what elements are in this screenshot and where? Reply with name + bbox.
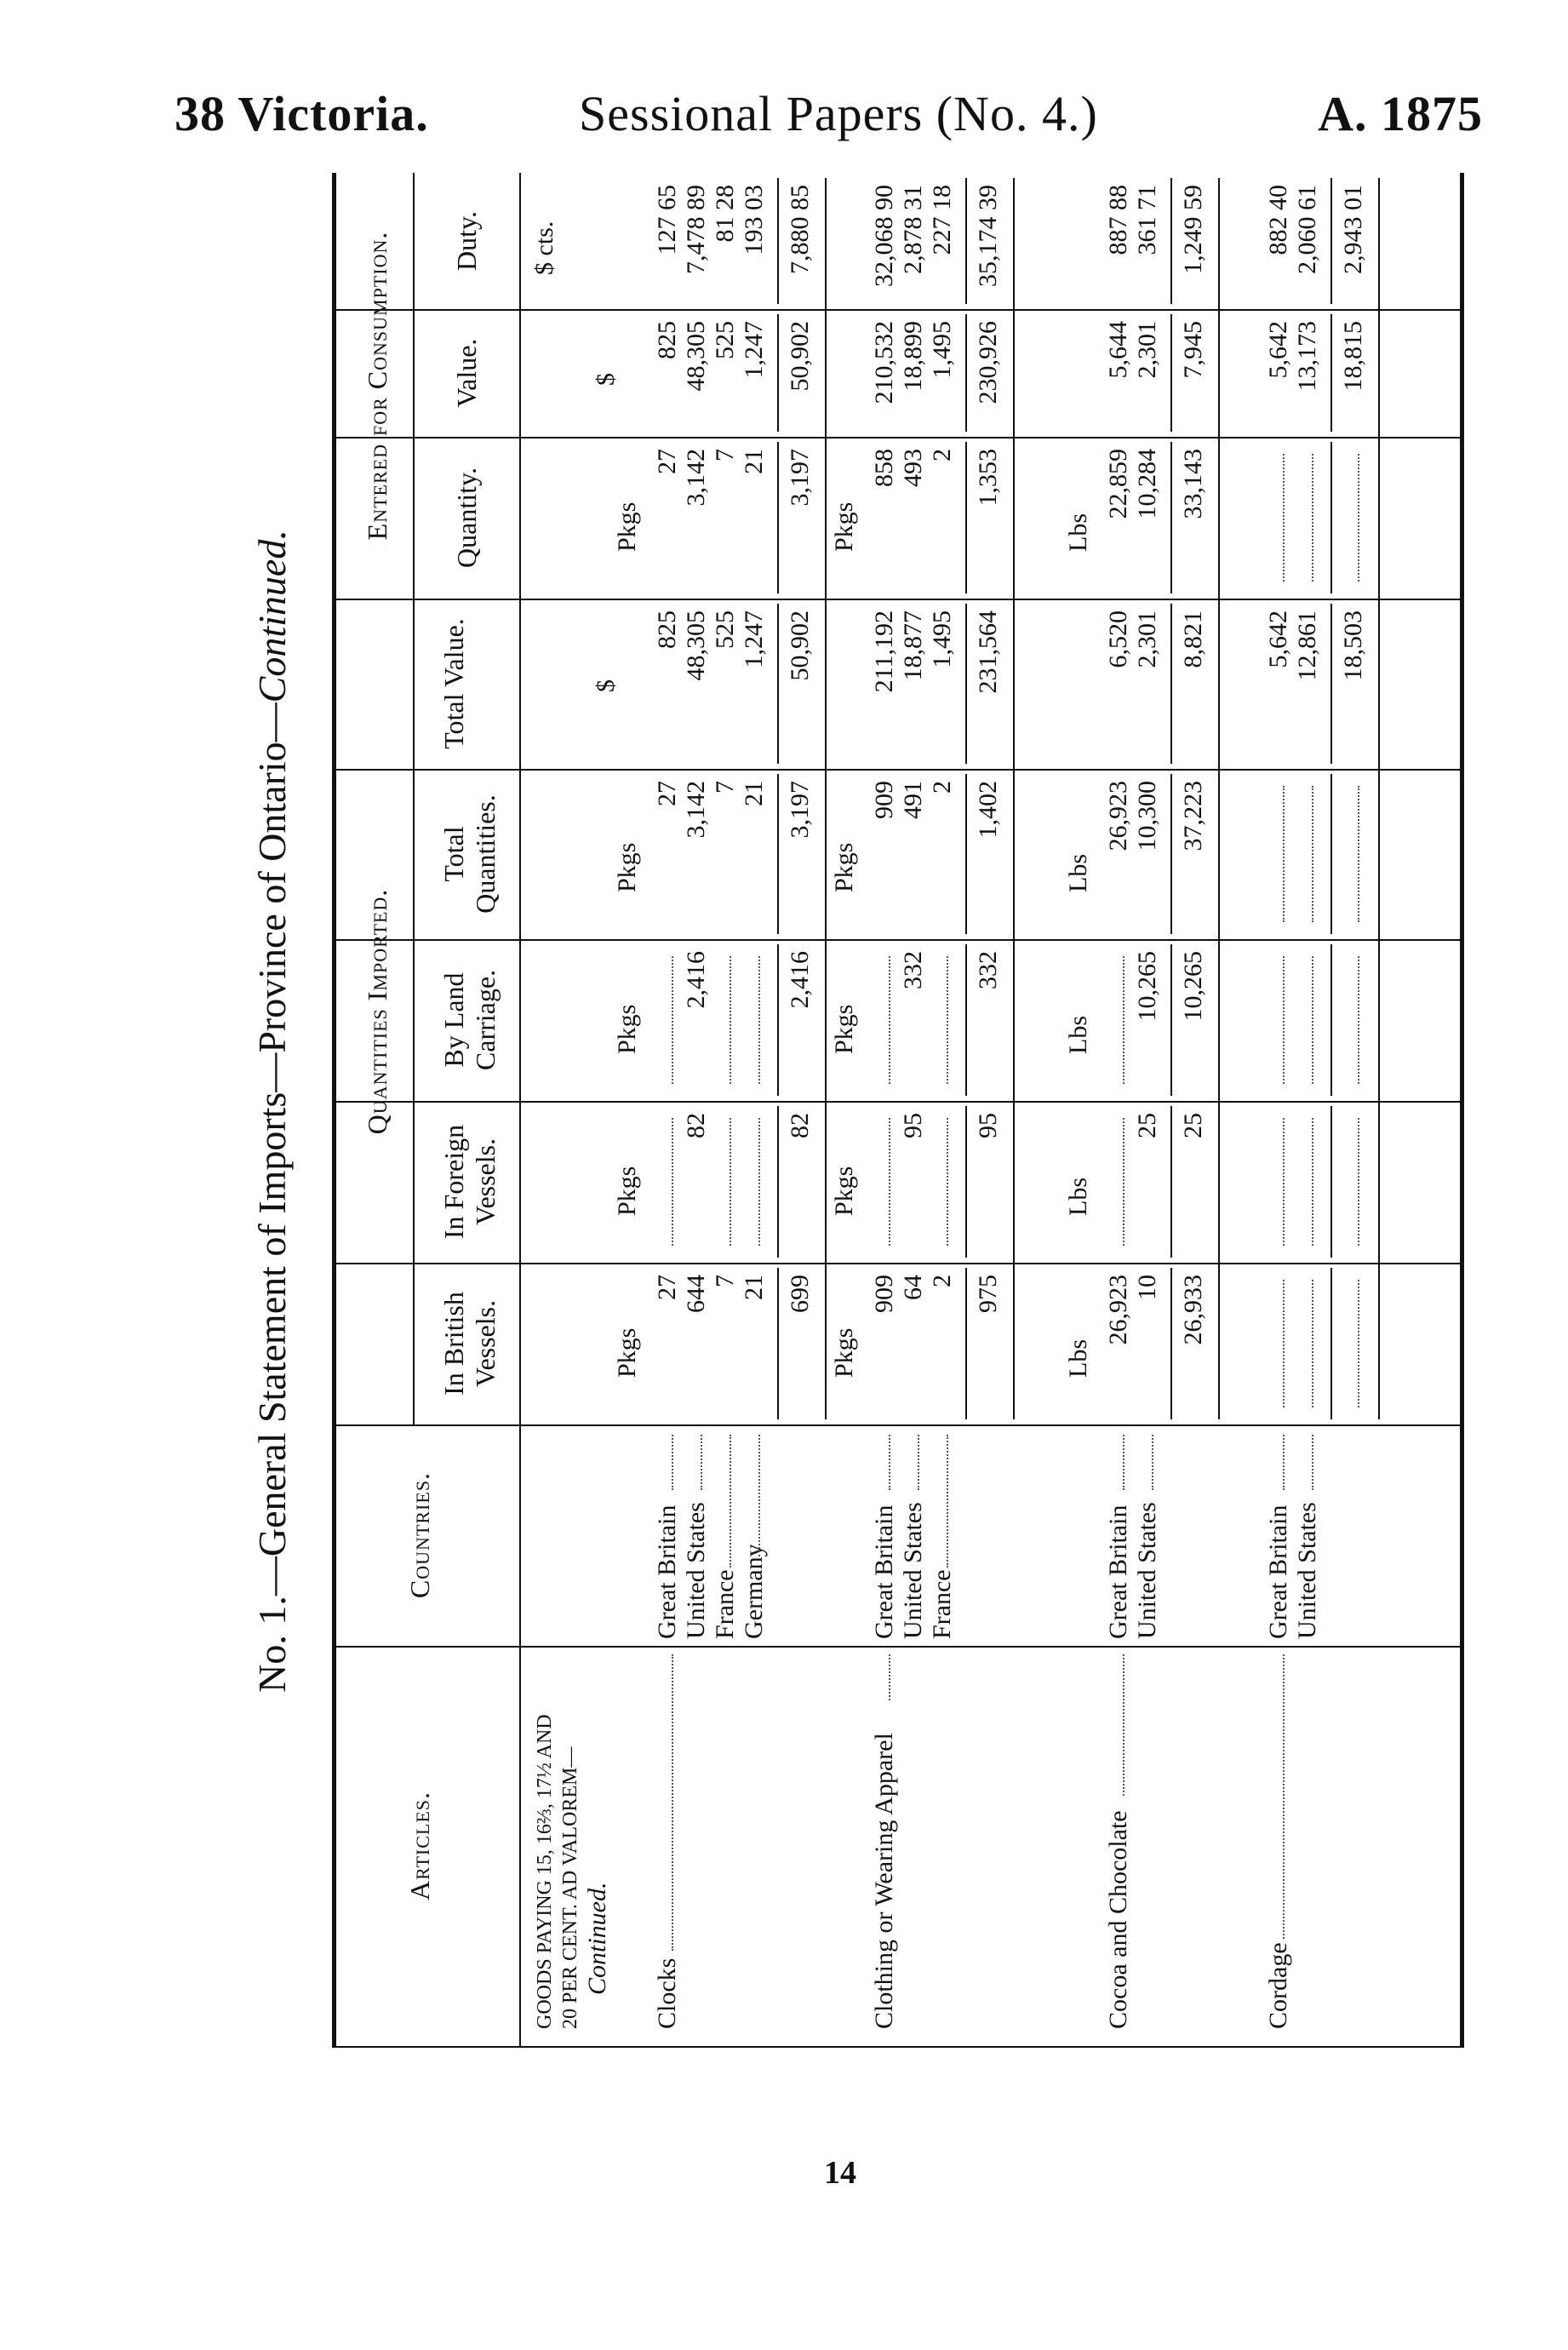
unit-label: Pkgs xyxy=(613,1004,641,1054)
empty-total-dots xyxy=(1358,786,1359,922)
cell-quantity: 2 xyxy=(928,449,956,461)
subtotal-rule xyxy=(1331,944,1332,1096)
cell-total-value: 6,520 xyxy=(1104,610,1132,668)
unit-label: Pkgs xyxy=(830,1327,858,1378)
cell-total-value: 5,642 xyxy=(1264,610,1292,668)
total-total-value: 8,821 xyxy=(1179,610,1207,668)
total-land: 332 xyxy=(974,951,1002,989)
cell-british: 26,923 xyxy=(1104,1275,1132,1345)
unit-total-value: $ xyxy=(592,679,620,692)
total-duty: 35,174 39 xyxy=(974,185,1002,287)
empty-cell-dots xyxy=(1123,1118,1124,1246)
hdr-entered: Entered for Consumption. xyxy=(362,231,392,541)
caption-continued: Continued. xyxy=(250,530,294,703)
subtotal-rule xyxy=(965,314,967,432)
leader-dots xyxy=(1123,1435,1124,1490)
cell-total-value: 525 xyxy=(711,610,739,649)
leader-dots xyxy=(701,1435,702,1490)
cell-quantity: 493 xyxy=(899,449,927,487)
cell-value: 1,247 xyxy=(740,321,768,379)
leader-dots xyxy=(1123,1654,1124,1796)
col-foreign xyxy=(336,1101,1460,1263)
subtotal-rule xyxy=(777,314,779,432)
cell-quantity: 10,284 xyxy=(1133,449,1161,519)
unit-label: Pkgs xyxy=(613,1327,641,1378)
cell-value: 13,173 xyxy=(1293,321,1321,392)
unit-label: Lbs xyxy=(1064,513,1092,552)
subtotal-rule xyxy=(1331,314,1332,432)
cell-quantity: 22,859 xyxy=(1104,449,1132,519)
subtotal-rule xyxy=(777,944,779,1096)
subtotal-rule xyxy=(1170,442,1172,593)
cell-british: 64 xyxy=(899,1275,927,1300)
empty-cell-dots xyxy=(758,956,760,1084)
cell-foreign: 25 xyxy=(1133,1113,1161,1138)
leader-dots xyxy=(889,1654,890,1700)
cell-value: 5,642 xyxy=(1264,321,1292,379)
empty-cell-dots xyxy=(1312,1118,1313,1246)
header-year: A. 1875 xyxy=(1318,86,1483,141)
hdr-value: Value. xyxy=(451,338,482,408)
hdr-total-value: Total Value. xyxy=(438,618,469,749)
cell-duty: 227 18 xyxy=(928,185,956,255)
group-end-rule xyxy=(1218,178,1220,1419)
intro-line-2: 20 PER CENT. AD VALOREM— xyxy=(559,1746,581,2029)
empty-cell-dots xyxy=(947,956,948,1084)
cell-total-value: 1,247 xyxy=(740,610,768,668)
cell-british: 909 xyxy=(870,1275,898,1313)
cell-duty: 81 28 xyxy=(711,185,739,243)
subtotal-rule xyxy=(777,1106,779,1258)
leader-dots xyxy=(1152,1435,1153,1490)
cell-duty: 361 71 xyxy=(1133,185,1161,255)
country-name: Great Britain xyxy=(870,1505,898,1639)
group-end-rule xyxy=(825,178,827,1419)
subtotal-rule xyxy=(1331,442,1332,593)
country-name: United States xyxy=(682,1502,710,1639)
cell-british: 2 xyxy=(928,1275,956,1287)
leader-dots xyxy=(889,1435,890,1490)
country-name: Great Britain xyxy=(653,1505,681,1639)
article-name: Cocoa and Chocolate xyxy=(1104,1810,1132,2029)
cell-value: 525 xyxy=(711,321,739,359)
total-value: 7,945 xyxy=(1179,321,1207,379)
total-british: 699 xyxy=(786,1275,814,1313)
empty-cell-dots xyxy=(889,1118,890,1246)
cell-total-qty: 27 xyxy=(653,781,681,806)
country-name: Great Britain xyxy=(1264,1505,1292,1639)
unit-label: Lbs xyxy=(1064,1178,1092,1216)
unit-label: Lbs xyxy=(1064,1016,1092,1054)
cell-total-value: 211,192 xyxy=(870,610,898,693)
article-name: Cordage xyxy=(1264,1942,1292,2029)
header-session: 38 Victoria. xyxy=(175,86,429,141)
subtotal-rule xyxy=(1170,944,1172,1096)
total-land: 10,265 xyxy=(1179,951,1207,1022)
cell-duty: 32,068 90 xyxy=(870,185,898,287)
empty-total-dots xyxy=(1358,454,1359,582)
empty-cell-dots xyxy=(1283,786,1285,922)
country-name: United States xyxy=(1293,1502,1321,1639)
rule-ec xyxy=(413,173,415,599)
unit-label: Pkgs xyxy=(613,1166,641,1216)
empty-cell-dots xyxy=(672,1118,673,1246)
cell-duty: 887 88 xyxy=(1104,185,1132,255)
leader-dots xyxy=(1312,1435,1313,1490)
cell-quantity: 3,142 xyxy=(682,449,710,507)
cell-duty: 2,060 61 xyxy=(1293,185,1321,274)
empty-cell-dots xyxy=(1283,956,1285,1084)
empty-cell-dots xyxy=(889,956,890,1084)
empty-cell-dots xyxy=(1312,454,1313,582)
cell-quantity: 21 xyxy=(740,449,768,474)
unit-label: Pkgs xyxy=(830,1166,858,1216)
cell-value: 825 xyxy=(653,321,681,359)
cell-total-qty: 7 xyxy=(711,781,739,794)
country-name: United States xyxy=(899,1502,927,1639)
empty-cell-dots xyxy=(730,1118,731,1246)
subtotal-rule xyxy=(777,1268,779,1419)
cell-british: 7 xyxy=(711,1275,739,1287)
cell-value: 48,305 xyxy=(682,321,710,392)
intro-line-3: Continued. xyxy=(583,1882,611,1995)
header-title: Sessional Papers (No. 4.) xyxy=(579,86,1098,141)
total-duty: 1,249 59 xyxy=(1179,185,1207,274)
rule-qi xyxy=(413,599,415,1424)
empty-cell-dots xyxy=(672,956,673,1084)
cell-total-value: 825 xyxy=(653,610,681,649)
cell-total-value: 18,877 xyxy=(899,610,927,681)
leader-dots xyxy=(672,1654,673,1951)
leader-dots xyxy=(758,1435,760,1556)
cell-value: 1,495 xyxy=(928,321,956,379)
leader-dots xyxy=(918,1435,919,1490)
total-total-value: 231,564 xyxy=(974,610,1002,694)
total-total-qty: 1,402 xyxy=(974,781,1002,839)
cell-duty: 127 65 xyxy=(653,185,681,255)
subtotal-rule xyxy=(1170,178,1172,304)
subtotal-rule xyxy=(965,178,967,304)
cell-british: 644 xyxy=(682,1275,710,1313)
unit-label: Lbs xyxy=(1064,1339,1092,1378)
group-end-rule xyxy=(1378,178,1380,1419)
total-quantity: 1,353 xyxy=(974,449,1002,507)
empty-cell-dots xyxy=(1283,1118,1285,1246)
total-value: 230,926 xyxy=(974,321,1002,404)
cell-land: 10,265 xyxy=(1133,951,1161,1022)
cell-total-qty: 3,142 xyxy=(682,781,710,839)
empty-cell-dots xyxy=(1123,956,1124,1084)
cell-value: 5,644 xyxy=(1104,321,1132,379)
leader-dots xyxy=(1283,1435,1285,1490)
empty-cell-dots xyxy=(1312,1280,1313,1407)
unit-label: Pkgs xyxy=(613,502,641,552)
unit-label: Lbs xyxy=(1064,854,1092,892)
total-land: 2,416 xyxy=(786,951,814,1009)
country-name: France xyxy=(711,1569,739,1639)
total-british: 26,933 xyxy=(1179,1275,1207,1345)
total-foreign: 95 xyxy=(974,1113,1002,1138)
article-name: Clothing or Wearing Apparel xyxy=(870,1733,898,2029)
unit-label: Pkgs xyxy=(613,842,641,892)
empty-cell-dots xyxy=(947,1118,948,1246)
hdr-british: In British Vessels. xyxy=(438,1292,501,1396)
hdr-quantity: Quantity. xyxy=(451,467,482,568)
cell-total-qty: 10,300 xyxy=(1133,781,1161,851)
cell-british: 10 xyxy=(1133,1275,1161,1300)
subtotal-rule xyxy=(1170,1106,1172,1258)
cell-total-qty: 491 xyxy=(899,781,927,819)
empty-total-dots xyxy=(1358,1280,1359,1407)
subtotal-rule xyxy=(965,604,967,764)
hdr-countries: Countries. xyxy=(404,1471,435,1599)
unit-label: Pkgs xyxy=(830,1004,858,1054)
subtotal-rule xyxy=(1170,774,1172,934)
cell-duty: 2,878 31 xyxy=(899,185,927,274)
hdr-articles: Articles. xyxy=(404,1791,435,1901)
empty-cell-dots xyxy=(1283,1280,1285,1407)
intro-line-1: GOODS PAYING 15, 16⅔, 17½ AND xyxy=(534,1714,556,2029)
total-duty: 7,880 85 xyxy=(786,185,814,274)
group-end-rule xyxy=(1013,178,1015,1419)
subtotal-rule xyxy=(1331,604,1332,764)
subtotal-rule xyxy=(965,442,967,593)
subtotal-rule xyxy=(777,774,779,934)
total-value: 50,902 xyxy=(786,321,814,392)
cell-total-qty: 2 xyxy=(928,781,956,794)
hdr-quantities-imported: Quantities Imported. xyxy=(362,888,392,1135)
hdr-land: By Land Carriage. xyxy=(438,969,501,1071)
unit-label: Pkgs xyxy=(830,502,858,552)
empty-cell-dots xyxy=(758,1118,760,1246)
rule-header xyxy=(519,173,521,2046)
cell-total-qty: 909 xyxy=(870,781,898,819)
subtotal-rule xyxy=(1331,1268,1332,1419)
hdr-total-qty: Total Quantities. xyxy=(438,794,501,914)
total-total-value: 50,902 xyxy=(786,610,814,681)
imports-table xyxy=(332,173,1464,2048)
subtotal-rule xyxy=(1331,1106,1332,1258)
rotated-table-region xyxy=(238,175,1456,2048)
cell-quantity: 7 xyxy=(711,449,739,461)
cell-british: 27 xyxy=(653,1275,681,1300)
country-name: Germany xyxy=(740,1544,768,1639)
total-quantity: 33,143 xyxy=(1179,449,1207,519)
total-duty: 2,943 01 xyxy=(1339,185,1367,274)
article-name: Clocks xyxy=(653,1957,681,2029)
unit-label: Pkgs xyxy=(830,842,858,892)
country-name: Great Britain xyxy=(1104,1505,1132,1639)
cell-foreign: 95 xyxy=(899,1113,927,1138)
table-caption xyxy=(238,175,306,2048)
cell-total-value: 48,305 xyxy=(682,610,710,681)
cell-value: 18,899 xyxy=(899,321,927,392)
leader-dots xyxy=(1283,1654,1285,1939)
subtotal-rule xyxy=(1331,774,1332,934)
leader-dots xyxy=(672,1435,673,1490)
subtotal-rule xyxy=(777,178,779,304)
total-total-qty: 37,223 xyxy=(1179,781,1207,851)
subtotal-rule xyxy=(1331,178,1332,304)
unit-value: $ xyxy=(592,373,620,386)
total-foreign: 25 xyxy=(1179,1113,1207,1138)
total-value: 18,815 xyxy=(1339,321,1367,392)
page-number: 14 xyxy=(824,2155,856,2191)
empty-cell-dots xyxy=(1312,956,1313,1084)
empty-cell-dots xyxy=(1283,454,1285,582)
cell-british: 21 xyxy=(740,1275,768,1300)
leader-dots xyxy=(947,1435,948,1568)
cell-duty: 193 03 xyxy=(740,185,768,255)
empty-cell-dots xyxy=(730,956,731,1084)
country-name: United States xyxy=(1133,1502,1161,1639)
hdr-foreign: In Foreign Vessels. xyxy=(438,1124,501,1240)
total-quantity: 3,197 xyxy=(786,449,814,507)
total-total-value: 18,503 xyxy=(1339,610,1367,681)
total-british: 975 xyxy=(974,1275,1002,1313)
subtotal-rule xyxy=(965,774,967,934)
subtotal-rule xyxy=(965,1106,967,1258)
cell-total-value: 12,861 xyxy=(1293,610,1321,681)
cell-quantity: 858 xyxy=(870,449,898,487)
cell-total-qty: 26,923 xyxy=(1104,781,1132,851)
cell-duty: 882 40 xyxy=(1264,185,1292,255)
empty-total-dots xyxy=(1358,956,1359,1084)
total-total-qty: 3,197 xyxy=(786,781,814,839)
cell-duty: 7,478 89 xyxy=(682,185,710,274)
cell-quantity: 27 xyxy=(653,449,681,474)
cell-land: 2,416 xyxy=(682,951,710,1009)
subtotal-rule xyxy=(1170,604,1172,764)
leader-dots xyxy=(730,1435,731,1568)
total-foreign: 82 xyxy=(786,1113,814,1138)
hdr-duty: Duty. xyxy=(451,211,482,271)
country-name: France xyxy=(928,1569,956,1639)
cell-total-qty: 21 xyxy=(740,781,768,806)
cell-value: 210,532 xyxy=(870,321,898,404)
cell-total-value: 2,301 xyxy=(1133,610,1161,668)
cell-land: 332 xyxy=(899,951,927,989)
subtotal-rule xyxy=(777,442,779,593)
subtotal-rule xyxy=(777,604,779,764)
subtotal-rule xyxy=(1170,1268,1172,1419)
caption-main: No. 1.—General Statement of Imports—Province of Ontario— xyxy=(250,702,294,1693)
empty-cell-dots xyxy=(1312,786,1313,922)
cell-total-value: 1,495 xyxy=(928,610,956,668)
cell-value: 2,301 xyxy=(1133,321,1161,379)
subtotal-rule xyxy=(1170,314,1172,432)
empty-total-dots xyxy=(1358,1118,1359,1246)
subtotal-rule xyxy=(965,944,967,1096)
subtotal-rule xyxy=(965,1268,967,1419)
unit-duty: $ cts. xyxy=(530,221,558,275)
cell-foreign: 82 xyxy=(682,1113,710,1138)
col-land xyxy=(336,939,1460,1101)
